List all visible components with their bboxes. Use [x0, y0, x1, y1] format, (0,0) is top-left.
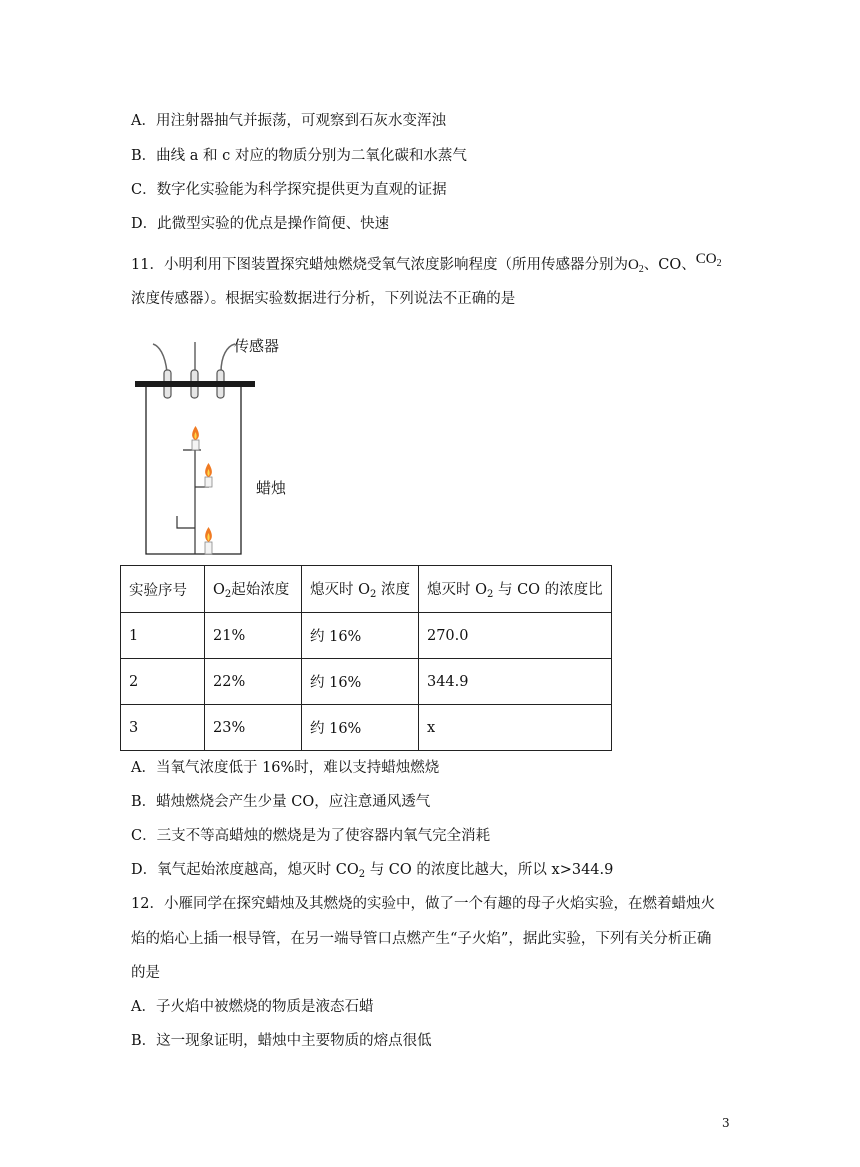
container-lid [135, 381, 255, 387]
table-header-cell: 熄灭时 $O_2$ 浓度 [302, 566, 419, 613]
stand-arm-bottom [177, 516, 195, 528]
q11-option-a: A．当氧气浓度低于 16%时，难以支持蜡烛燃烧 [131, 760, 440, 776]
table-cell: 约 16% [302, 613, 419, 659]
page-number: 3 [722, 1116, 730, 1130]
q12-stem-line1: 12．小雁同学在探究蜡烛及其燃烧的实验中，做了一个有趣的母子火焰实验，在燃着蜡烛火 [131, 896, 715, 912]
q12-stem-line3: 的是 [131, 965, 160, 981]
q10-option-d: D．此微型实验的优点是操作简便、快速 [131, 216, 390, 232]
table-header-cell: 熄灭时 $O_2$ 与 CO 的浓度比 [418, 566, 611, 613]
q12-option-b: B．这一现象证明，蜡烛中主要物质的熔点很低 [131, 1033, 432, 1049]
apparatus-figure [125, 332, 305, 562]
table-cell: 23% [205, 705, 302, 751]
container [146, 387, 241, 554]
q11-option-d: D．氧气起始浓度越高，熄灭时 $CO_2$ 与 CO 的浓度比越大，所以 x>344.9 [131, 862, 614, 880]
q10-option-c: C．数字化实验能为科学探究提供更为直观的证据 [131, 182, 447, 198]
candle-top [192, 426, 199, 450]
q11-option-c: C．三支不等高蜡烛的燃烧是为了使容器内氧气完全消耗 [131, 828, 491, 844]
q12-stem-line2: 焰的焰心上插一根导管，在另一端导管口点燃产生“子火焰”，据此实验，下列有关分析正确 [131, 931, 712, 947]
candle-bottom [205, 527, 212, 554]
table-cell: 22% [205, 659, 302, 705]
table-cell: 270.0 [418, 613, 611, 659]
candle-middle [205, 463, 212, 487]
q12-option-a: A．子火焰中被燃烧的物质是液态石蜡 [131, 999, 374, 1015]
q11-stem-line2: 浓度传感器）。根据实验数据进行分析，下列说法不正确的是 [131, 291, 516, 307]
q11-formula-o2: $O_2$ [627, 257, 644, 275]
candle-label: 蜡烛 [256, 479, 287, 497]
q11-separator: 、CO、 [643, 257, 696, 273]
table-header-cell: 实验序号 [121, 566, 205, 613]
q10-option-b: B．曲线 a 和 c 对应的物质分别为二氧化碳和水蒸气 [131, 148, 467, 164]
table-header-row [121, 566, 612, 613]
table-cell: 约 16% [302, 705, 419, 751]
table-row [121, 659, 612, 705]
table-row [121, 613, 612, 659]
q11-stem-text: 11．小明利用下图装置探究蜡烛燃烧受氧气浓度影响程度（所用传感器分别为 [131, 257, 628, 273]
table-header-cell: $O_2$起始浓度 [205, 566, 302, 613]
table-cell: x [418, 705, 611, 751]
experiment-table [120, 565, 612, 751]
table-row [121, 705, 612, 751]
q11-stem-line1 [131, 251, 722, 280]
table-cell: 约 16% [302, 659, 419, 705]
q10-option-a: A．用注射器抽气并振荡，可观察到石灰水变浑浊 [131, 113, 446, 129]
table-cell: 21% [205, 613, 302, 659]
q11-formula-co2: $CO_2$ [695, 251, 722, 269]
sensor-label: 传感器 [234, 337, 280, 355]
sensor-wire-left [153, 344, 167, 372]
table-cell: 344.9 [418, 659, 611, 705]
apparatus-diagram [125, 332, 305, 562]
q11-option-b: B．蜡烛燃烧会产生少量 CO，应注意通风透气 [131, 794, 431, 810]
sensor-wire-right [221, 344, 235, 372]
table-cell: 2 [121, 659, 205, 705]
table-cell: 1 [121, 613, 205, 659]
table-cell: 3 [121, 705, 205, 751]
